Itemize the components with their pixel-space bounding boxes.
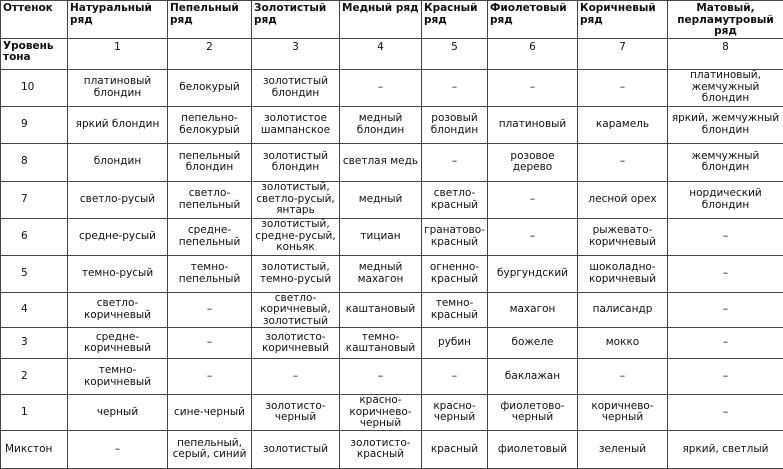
table-row [1, 143, 783, 181]
table-row [1, 69, 783, 106]
table-cell: платиновый [488, 106, 578, 143]
table-cell: темно-коричневый [68, 359, 168, 395]
table-cell: темно-каштановый [340, 328, 422, 359]
level-number: 3 [252, 38, 340, 69]
table-cell: светло-русый [68, 181, 168, 218]
table-cell: платиновый, жемчужный блондин [668, 69, 783, 106]
table-cell: темно-пепельный [168, 255, 252, 292]
table-cell: фиолетовый [488, 430, 578, 469]
tone-level-cell: 7 [1, 181, 68, 218]
table-cell: коричнево-черный [578, 395, 668, 431]
table-cell: палисандр [578, 292, 668, 328]
table-cell: медный [340, 181, 422, 218]
table-cell: яркий, жемчужный блондин [668, 106, 783, 143]
table-cell: средне-пепельный [168, 218, 252, 255]
table-cell: – [488, 181, 578, 218]
table-cell: лесной орех [578, 181, 668, 218]
table-cell: средне-коричневый [68, 328, 168, 359]
column-header: Коричневый ряд [578, 1, 668, 39]
table-cell: – [422, 143, 488, 181]
table-cell: блондин [68, 143, 168, 181]
table-cell: – [668, 359, 783, 395]
level-row [1, 38, 783, 69]
table-cell: темно-русый [68, 255, 168, 292]
level-number: 7 [578, 38, 668, 69]
table-row [1, 328, 783, 359]
table-cell: бургундский [488, 255, 578, 292]
level-number: 1 [68, 38, 168, 69]
table-cell: – [578, 69, 668, 106]
table-row [1, 395, 783, 431]
table-row [1, 218, 783, 255]
table-cell: – [252, 359, 340, 395]
table-cell: – [68, 430, 168, 469]
table-cell: яркий блондин [68, 106, 168, 143]
table-cell: золотисто-черный [252, 395, 340, 431]
table-cell: красно-черный [422, 395, 488, 431]
table-cell: – [488, 218, 578, 255]
table-cell: платиновый блондин [68, 69, 168, 106]
table-cell: золотисто-коричневый [252, 328, 340, 359]
table-cell: светло-пепельный [168, 181, 252, 218]
table-cell: красный [422, 430, 488, 469]
table-cell: белокурый [168, 69, 252, 106]
table-cell: золотистый [252, 430, 340, 469]
table-row [1, 181, 783, 218]
table-cell: золотисто-красный [340, 430, 422, 469]
table-cell: светло-коричневый [68, 292, 168, 328]
tone-level-cell: 9 [1, 106, 68, 143]
table-cell: жемчужный блондин [668, 143, 783, 181]
table-cell: средне-русый [68, 218, 168, 255]
header-row [1, 1, 783, 39]
table-cell: золотистый блондин [252, 143, 340, 181]
table-cell: – [668, 292, 783, 328]
column-header: Медный ряд [340, 1, 422, 39]
table-cell: пепельно-белокурый [168, 106, 252, 143]
table-cell: медный махагон [340, 255, 422, 292]
level-label: Уровень тона [1, 38, 68, 69]
level-number: 5 [422, 38, 488, 69]
table-cell: золотистый, светло-русый, янтарь [252, 181, 340, 218]
table-cell: – [422, 69, 488, 106]
table-cell: шоколадно-коричневый [578, 255, 668, 292]
column-header: Золотистый ряд [252, 1, 340, 39]
table-cell: золотистый, темно-русый [252, 255, 340, 292]
table-body [1, 1, 783, 469]
tone-level-cell: 8 [1, 143, 68, 181]
table-cell: золотистый блондин [252, 69, 340, 106]
column-header: Матовый, перламутровый ряд [668, 1, 783, 39]
table-cell: золотистое шампанское [252, 106, 340, 143]
table-cell: мокко [578, 328, 668, 359]
table-cell: рубин [422, 328, 488, 359]
table-row [1, 106, 783, 143]
table-cell: красно-коричнево-черный [340, 395, 422, 431]
table-cell: – [340, 359, 422, 395]
table-cell: – [422, 359, 488, 395]
table-row [1, 359, 783, 395]
tone-level-cell: 10 [1, 69, 68, 106]
table-cell: светлая медь [340, 143, 422, 181]
table-cell: тициан [340, 218, 422, 255]
tone-level-cell: 1 [1, 395, 68, 431]
table-cell: баклажан [488, 359, 578, 395]
tone-level-cell: 6 [1, 218, 68, 255]
column-header: Красный ряд [422, 1, 488, 39]
tone-level-cell: Микстон [1, 430, 68, 469]
table-cell: розовое дерево [488, 143, 578, 181]
table-cell: фиолетово-черный [488, 395, 578, 431]
table-cell: зеленый [578, 430, 668, 469]
column-header: Оттенок [1, 1, 68, 39]
tone-level-cell: 5 [1, 255, 68, 292]
table-cell: махагон [488, 292, 578, 328]
table-cell: – [668, 328, 783, 359]
tone-level-cell: 3 [1, 328, 68, 359]
table-row [1, 292, 783, 328]
column-header: Натуральный ряд [68, 1, 168, 39]
tone-level-cell: 2 [1, 359, 68, 395]
table-cell: медный блондин [340, 106, 422, 143]
table-cell: карамель [578, 106, 668, 143]
level-number: 2 [168, 38, 252, 69]
column-header: Пепельный ряд [168, 1, 252, 39]
table-row [1, 255, 783, 292]
table-cell: рыжевато-коричневый [578, 218, 668, 255]
table-cell: – [578, 143, 668, 181]
table-cell: пепельный, серый, синий [168, 430, 252, 469]
table-cell: нордический блондин [668, 181, 783, 218]
table-cell: пепельный блондин [168, 143, 252, 181]
table-cell: черный [68, 395, 168, 431]
table-cell: – [340, 69, 422, 106]
table-cell: – [168, 328, 252, 359]
table-row [1, 430, 783, 469]
table-cell: золотистый, средне-русый, коньяк [252, 218, 340, 255]
table-cell: каштановый [340, 292, 422, 328]
table-cell: – [578, 359, 668, 395]
table-cell: божеле [488, 328, 578, 359]
table-cell: яркий, светлый [668, 430, 783, 469]
level-number: 8 [668, 38, 783, 69]
table-cell: – [668, 395, 783, 431]
level-number: 6 [488, 38, 578, 69]
table-cell: светло-красный [422, 181, 488, 218]
table-cell: – [668, 255, 783, 292]
tone-level-cell: 4 [1, 292, 68, 328]
table-cell: – [488, 69, 578, 106]
table-cell: – [168, 359, 252, 395]
level-number: 4 [340, 38, 422, 69]
column-header: Фиолетовый ряд [488, 1, 578, 39]
table-cell: розовый блондин [422, 106, 488, 143]
table-cell: светло-коричневый, золотистый [252, 292, 340, 328]
table-cell: гранатово-красный [422, 218, 488, 255]
table-cell: сине-черный [168, 395, 252, 431]
table-cell: огненно-красный [422, 255, 488, 292]
table-cell: темно-красный [422, 292, 488, 328]
table-cell: – [668, 218, 783, 255]
table-cell: – [168, 292, 252, 328]
